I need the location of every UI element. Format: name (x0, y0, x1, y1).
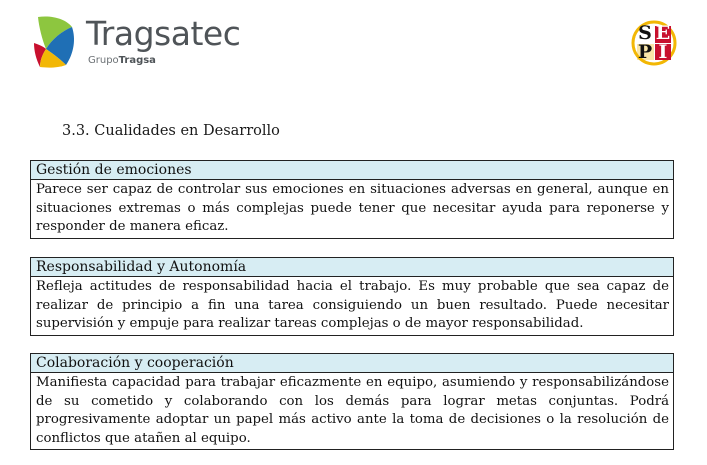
sepi-logo (630, 20, 678, 66)
box-heading: Responsabilidad y Autonomía (31, 258, 673, 277)
sepi-letter-i: I (658, 41, 668, 63)
sepi-letter-s: S (638, 22, 652, 44)
brand-sub-prefix: Grupo (88, 55, 119, 66)
page-header (0, 0, 707, 80)
box-heading: Gestión de emociones (31, 161, 673, 180)
box-text: Parece ser capaz de controlar sus emociones en situaciones adversas en general, aunque en situaciones extremas o más complejas puede tener que necesitar ayuda para reponerse y responder de manera eficaz. (36, 182, 669, 234)
tragsatec-logo-icon (32, 13, 78, 69)
box-heading: Colaboración y cooperación (31, 354, 673, 373)
sepi-letter-e: E (655, 22, 671, 44)
section-title: 3.3. Cualidades en Desarrollo (62, 123, 280, 139)
quality-box-collaboration (30, 353, 674, 450)
brand-subtitle (88, 55, 156, 67)
box-text: Refleja actitudes de responsabilidad hacia el trabajo. Es muy probable que sea capaz de realizar de principio a fin una tarea consiguiendo un buen resultado. Puede necesitar supervisión y empuje para realizar tareas complejas o de mayor responsabilidad. (36, 279, 669, 331)
brand-name: Tragsatec (86, 14, 241, 53)
box-text: Manifiesta capacidad para trabajar eficazmente en equipo, asumiendo y responsabilizándose de su cometido y colaborando con los demás para lograr metas conjuntas. Podrá progresivamente adoptar un papel más activo ante la toma de decisiones o la resolución de conflictos que atañen al equipo. (36, 375, 669, 446)
quality-box-responsibility (30, 257, 674, 336)
brand-sub-bold: Tragsa (118, 55, 156, 66)
sepi-letter-p: P (637, 41, 653, 63)
quality-box-emotions (30, 160, 674, 239)
